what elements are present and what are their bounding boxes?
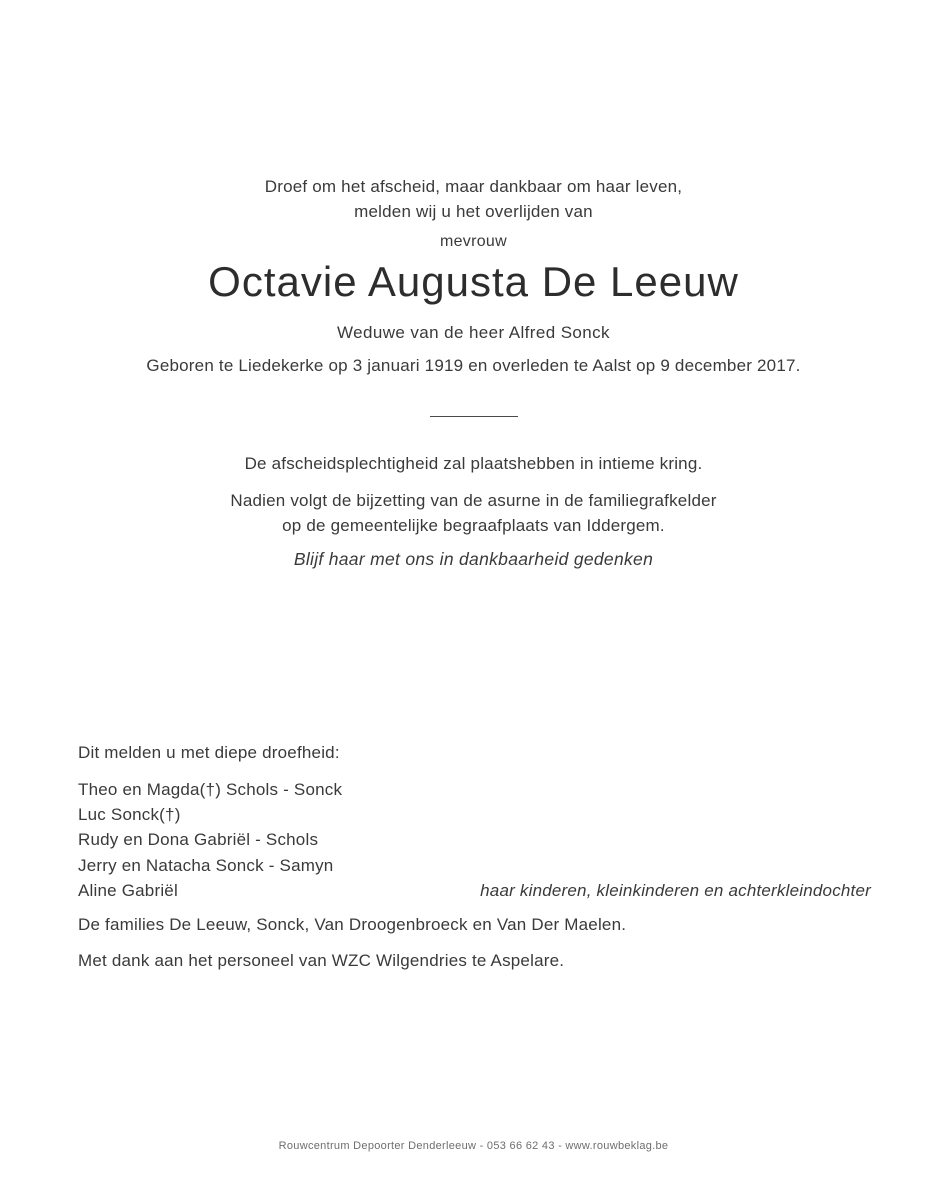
family-member: Luc Sonck(†) <box>78 805 181 825</box>
intro-line-2: melden wij u het overlijden van <box>354 202 593 221</box>
widow-line: Weduwe van de heer Alfred Sonck <box>337 323 610 342</box>
salutation: mevrouw <box>439 233 507 250</box>
families-line: De families De Leeuw, Sonck, Van Droogenbroeck en Van Der Maelen. <box>78 915 627 934</box>
burial-line-1: Nadien volgt de bijzetting van de asurne in de familiegrafkelder <box>230 491 717 510</box>
family-member: Jerry en Natacha Sonck - Samyn <box>78 855 334 875</box>
family-member: Rudy en Dona Gabriël - Schols <box>78 830 319 850</box>
ceremony-line: De afscheidsplechtigheid zal plaatshebben in intieme kring. <box>244 454 703 473</box>
family-member: Aline Gabriël <box>78 880 178 900</box>
remembrance-line: Blijf haar met ons in dankbaarheid gedenken <box>293 549 654 569</box>
family-heading: Dit melden u met diepe droefheid: <box>78 743 340 762</box>
life-dates-line: Geboren te Liedekerke op 3 januari 1919 en overleden te Aalst op 9 december 2017. <box>146 356 801 375</box>
intro-text <box>0 174 947 224</box>
burial-line-2: op de gemeentelijke begraafplaats van Iddergem. <box>282 516 665 535</box>
footer-text: Rouwcentrum Depoorter Denderleeuw - 053 66 62 43 - www.rouwbeklag.be <box>278 1140 669 1152</box>
family-member: Theo en Magda(†) Schols - Sonck <box>78 780 343 799</box>
deceased-name: Octavie Augusta De Leeuw <box>208 258 739 305</box>
divider-line <box>430 416 518 417</box>
burial-text <box>0 488 947 538</box>
family-member-row <box>78 878 871 903</box>
intro-line-1: Droef om het afscheid, maar dankbaar om haar leven, <box>264 177 683 196</box>
family-members-list <box>78 777 871 903</box>
thanks-line: Met dank aan het personeel van WZC Wilgendries te Aspelare. <box>78 951 565 970</box>
relation-note: haar kinderen, kleinkinderen en achterkleindochter <box>480 880 871 900</box>
